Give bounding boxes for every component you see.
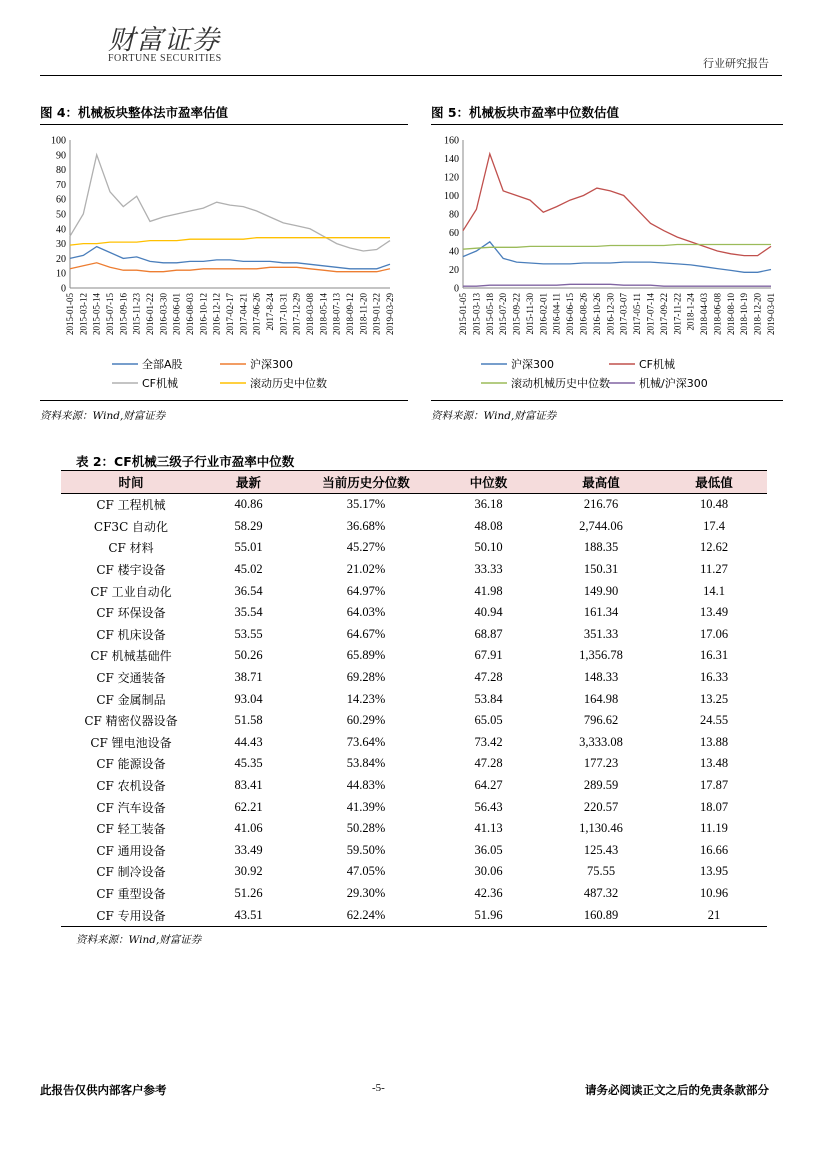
y-tick-label: 60 xyxy=(449,228,459,239)
row-label: CF 机械基础件 xyxy=(90,649,172,664)
cell-latest: 44.43 xyxy=(234,734,263,749)
cell-min: 13.49 xyxy=(699,605,729,620)
y-tick-label: 0 xyxy=(454,283,459,295)
table-row xyxy=(61,775,767,797)
series-line-0 xyxy=(463,242,771,272)
table-row xyxy=(61,624,767,646)
row-label: CF 通用设备 xyxy=(96,843,166,858)
cell-max: 1,130.46 xyxy=(579,821,623,836)
row-label: CF 材料 xyxy=(108,541,154,556)
legend-label: CF机械 xyxy=(142,377,179,390)
x-tick-label: 2018-10-19 xyxy=(739,293,750,335)
table-row xyxy=(61,818,767,840)
cell-max: 161.34 xyxy=(583,605,619,620)
cell-percentile: 21.02% xyxy=(346,562,386,577)
cell-percentile: 36.68% xyxy=(346,518,386,533)
figure5-source: 资料来源：Wind,财富证券 xyxy=(431,410,557,422)
x-tick-label: 2018-11-20 xyxy=(358,293,369,335)
cell-median: 53.84 xyxy=(474,691,503,706)
cell-latest: 38.71 xyxy=(234,670,263,685)
cell-min: 11.27 xyxy=(700,562,728,577)
table-row xyxy=(61,840,767,862)
cell-percentile: 62.24% xyxy=(296,904,436,926)
cell-min: 13.88 xyxy=(699,734,729,749)
figure5-title: 图 5：机械板块市盈率中位数估值 xyxy=(431,105,620,120)
table-row xyxy=(61,796,767,818)
cell-max: 289.59 xyxy=(583,778,619,793)
x-tick-label: 2015-03-12 xyxy=(78,293,89,335)
series-line-3 xyxy=(70,238,390,245)
y-tick-label: 40 xyxy=(56,224,66,236)
row-label: CF 农机设备 xyxy=(96,779,166,794)
x-tick-label: 2017-10-31 xyxy=(278,293,289,335)
cell-max: 150.31 xyxy=(583,562,619,577)
y-tick-label: 70 xyxy=(56,179,66,191)
cell-min: 13.95 xyxy=(699,864,729,879)
footer-disclaimer-right: 请务必阅读正文之后的免责条款部分 xyxy=(585,1083,769,1097)
page-number: -5- xyxy=(372,1082,385,1094)
cell-percentile: 50.28% xyxy=(346,821,386,836)
cell-min: 13.25 xyxy=(699,691,729,706)
row-label: CF 重型设备 xyxy=(96,886,166,901)
table-row xyxy=(61,883,767,905)
table-row xyxy=(61,645,767,667)
cell-min: 11.19 xyxy=(700,821,728,836)
x-tick-label: 2018-09-12 xyxy=(345,293,355,335)
col-header-time: 时间 xyxy=(61,471,201,494)
cell-latest: 33.49 xyxy=(234,842,263,857)
table-row xyxy=(61,861,767,883)
x-tick-label: 2016-06-15 xyxy=(565,293,576,335)
cell-min: 10.48 xyxy=(699,497,729,512)
x-tick-label: 2016-02-01 xyxy=(538,293,549,335)
col-header-percentile: 当前历史分位数 xyxy=(296,471,436,494)
x-tick-label: 2015-05-14 xyxy=(91,293,102,335)
cell-latest: 51.26 xyxy=(234,885,263,900)
table-row xyxy=(61,904,767,926)
x-tick-label: 2015-03-13 xyxy=(471,293,482,335)
cell-median: 47.28 xyxy=(474,756,503,771)
cell-median: 36.05 xyxy=(474,842,503,857)
cell-latest: 30.92 xyxy=(234,864,263,879)
x-tick-label: 2017-06-26 xyxy=(251,293,262,335)
cell-latest: 35.54 xyxy=(234,605,263,620)
cell-median: 48.08 xyxy=(474,518,503,533)
cell-max: 75.55 xyxy=(586,864,616,879)
series-line-2 xyxy=(70,155,390,251)
cell-max: 148.33 xyxy=(583,670,619,685)
x-tick-label: 2015-11-30 xyxy=(524,293,535,335)
cell-latest: 45.35 xyxy=(234,756,263,771)
x-tick-label: 2015-05-18 xyxy=(484,293,495,335)
cell-latest: 40.86 xyxy=(234,497,263,512)
cell-max: 160.89 xyxy=(541,904,661,926)
cell-max: 177.23 xyxy=(583,756,619,771)
x-tick-label: 2016-08-26 xyxy=(578,293,589,335)
cell-latest: 93.04 xyxy=(234,691,263,706)
cell-min: 16.33 xyxy=(699,670,729,685)
figure4-top-rule xyxy=(40,124,408,125)
x-tick-label: 2019-01-22 xyxy=(371,293,382,335)
cell-latest: 50.26 xyxy=(234,648,263,663)
cell-latest: 41.06 xyxy=(234,821,263,836)
table-row xyxy=(61,667,767,689)
x-tick-label: 2018-06-08 xyxy=(712,293,723,335)
series-line-3 xyxy=(463,284,771,286)
y-tick-label: 20 xyxy=(449,265,459,276)
x-tick-label: 2016-06-01 xyxy=(171,293,182,335)
x-tick-label: 2015-11-23 xyxy=(131,293,142,335)
cell-median: 41.13 xyxy=(474,821,503,836)
row-label: CF 精密仪器设备 xyxy=(84,714,178,729)
cell-median: 36.18 xyxy=(474,497,503,512)
table2 xyxy=(61,470,767,927)
cell-latest: 45.02 xyxy=(234,562,263,577)
cell-max: 1,356.78 xyxy=(579,648,623,663)
y-tick-label: 140 xyxy=(444,154,459,165)
figure4-title: 图 4：机械板块整体法市盈率估值 xyxy=(40,105,229,120)
x-tick-label: 2015-09-16 xyxy=(118,293,129,335)
cell-median: 50.10 xyxy=(474,540,503,555)
legend-label: 机械/沪深300 xyxy=(639,377,708,390)
report-type: 行业研究报告 xyxy=(703,57,769,70)
row-label: CF 交通装备 xyxy=(96,671,166,686)
cell-min: 13.48 xyxy=(699,756,729,771)
cell-percentile: 47.05% xyxy=(346,864,386,879)
row-label: CF 汽车设备 xyxy=(96,800,166,815)
cell-min: 17.06 xyxy=(699,626,729,641)
cell-percentile: 59.50% xyxy=(346,842,386,857)
cell-median: 33.33 xyxy=(474,562,503,577)
row-label: CF 能源设备 xyxy=(96,757,166,772)
row-label: CF 工业自动化 xyxy=(90,584,172,599)
figure4-chart xyxy=(40,128,408,398)
cell-median: 68.87 xyxy=(474,626,503,641)
row-label: CF 专用设备 xyxy=(61,904,201,926)
table-row xyxy=(61,494,767,516)
y-tick-label: 20 xyxy=(56,253,66,265)
cell-max: 796.62 xyxy=(583,713,619,728)
y-tick-label: 100 xyxy=(51,135,66,147)
cell-median: 40.94 xyxy=(474,605,503,620)
x-tick-label: 2017-04-21 xyxy=(238,293,249,335)
cell-percentile: 69.28% xyxy=(346,670,386,685)
y-tick-label: 0 xyxy=(61,283,66,295)
x-tick-label: 2018-08-10 xyxy=(725,293,736,335)
cell-median: 30.06 xyxy=(474,864,503,879)
x-tick-label: 2018-07-13 xyxy=(331,293,342,335)
x-tick-label: 2017-8-24 xyxy=(265,293,275,331)
x-tick-label: 2017-12-29 xyxy=(291,293,302,335)
x-tick-label: 2016-12-30 xyxy=(605,293,616,335)
cell-min: 21 xyxy=(661,904,767,926)
y-tick-label: 80 xyxy=(449,209,459,221)
cell-min: 17.4 xyxy=(703,518,725,533)
cell-max: 487.32 xyxy=(583,885,619,900)
x-tick-label: 2016-08-03 xyxy=(185,293,195,335)
row-label: CF 轻工装备 xyxy=(96,822,166,837)
cell-latest: 58.29 xyxy=(234,518,263,533)
row-label: CF 锂电池设备 xyxy=(90,735,172,750)
cell-min: 18.07 xyxy=(699,799,729,814)
y-tick-label: 60 xyxy=(56,194,66,206)
col-header-median: 中位数 xyxy=(436,471,541,494)
cell-max: 125.43 xyxy=(583,842,619,857)
figure4-bottom-rule xyxy=(40,400,408,401)
legend-label: 滚动历史中位数 xyxy=(250,377,327,390)
cell-percentile: 64.67% xyxy=(346,626,386,641)
x-tick-label: 2018-03-08 xyxy=(305,293,315,335)
cell-latest: 43.51 xyxy=(201,904,296,926)
y-tick-label: 80 xyxy=(56,165,66,177)
cell-max: 220.57 xyxy=(583,799,619,814)
cell-min: 10.96 xyxy=(699,885,729,900)
table-row xyxy=(61,580,767,602)
table-header-row xyxy=(61,471,767,494)
cell-median: 56.43 xyxy=(474,799,503,814)
col-header-min: 最低值 xyxy=(661,471,767,494)
legend-label: CF机械 xyxy=(639,358,676,371)
x-tick-label: 2016-03-30 xyxy=(158,293,169,335)
x-tick-label: 2018-12-20 xyxy=(752,293,763,335)
cell-percentile: 53.84% xyxy=(346,756,386,771)
series-line-0 xyxy=(70,247,390,269)
x-tick-label: 2017-03-07 xyxy=(618,293,629,335)
table-row xyxy=(61,537,767,559)
cell-max: 351.33 xyxy=(583,626,619,641)
y-tick-label: 160 xyxy=(444,135,459,147)
x-tick-label: 2018-04-03 xyxy=(699,293,710,335)
figure5-bottom-rule xyxy=(431,400,783,401)
x-tick-label: 2018-1-24 xyxy=(685,293,696,331)
logo-text-cn: 财富证券 xyxy=(108,25,220,56)
x-tick-label: 2015-09-22 xyxy=(511,293,522,335)
legend-label: 滚动机械历史中位数 xyxy=(511,377,610,390)
table-row xyxy=(61,732,767,754)
cell-percentile: 41.39% xyxy=(346,799,386,814)
table-row xyxy=(61,602,767,624)
y-tick-label: 100 xyxy=(444,191,459,202)
cell-percentile: 73.64% xyxy=(346,734,386,749)
table-row xyxy=(61,710,767,732)
cell-percentile: 64.97% xyxy=(346,583,386,598)
x-tick-label: 2016-04-11 xyxy=(551,293,562,335)
table2-source: 资料来源：Wind,财富证券 xyxy=(76,934,202,946)
cell-median: 67.91 xyxy=(474,648,503,663)
table-row xyxy=(61,688,767,710)
cell-min: 14.1 xyxy=(703,583,725,598)
cell-percentile: 44.83% xyxy=(346,778,386,793)
col-header-latest: 最新 xyxy=(201,471,296,494)
cell-percentile: 65.89% xyxy=(346,648,386,663)
x-tick-label: 2016-01-22 xyxy=(145,293,155,335)
x-tick-label: 2019-03-29 xyxy=(385,293,395,335)
figure5-chart xyxy=(431,128,783,398)
cell-min: 12.62 xyxy=(699,540,729,555)
table-row xyxy=(61,516,767,538)
cell-min: 16.66 xyxy=(699,842,729,857)
row-label: CF 制冷设备 xyxy=(96,865,166,880)
cell-latest: 55.01 xyxy=(234,540,263,555)
x-tick-label: 2015-01-05 xyxy=(65,293,75,335)
cell-median: 65.05 xyxy=(474,713,503,728)
cell-median: 47.28 xyxy=(474,670,503,685)
cell-max: 164.98 xyxy=(583,691,619,706)
legend-label: 沪深300 xyxy=(250,358,293,371)
x-tick-label: 2018-05-14 xyxy=(318,293,329,335)
x-tick-label: 2016-12-12 xyxy=(211,293,222,335)
legend-label: 全部A股 xyxy=(142,358,183,371)
x-tick-label: 2019-03-01 xyxy=(766,293,776,335)
cell-percentile: 60.29% xyxy=(346,713,386,728)
series-line-1 xyxy=(463,154,771,256)
cell-latest: 51.58 xyxy=(234,713,263,728)
table2-title: 表 2：CF机械三级子行业市盈率中位数 xyxy=(76,454,295,469)
footer-disclaimer-left: 此报告仅供内部客户参考 xyxy=(40,1083,167,1097)
header-divider xyxy=(40,75,782,76)
cell-median: 73.42 xyxy=(474,734,503,749)
logo-text-en: FORTUNE SECURITIES xyxy=(108,53,222,64)
y-tick-label: 30 xyxy=(56,239,66,251)
y-tick-label: 10 xyxy=(56,268,66,280)
x-tick-label: 2015-07-15 xyxy=(105,293,115,335)
x-tick-label: 2017-07-14 xyxy=(645,293,656,335)
x-tick-label: 2016-10-12 xyxy=(198,293,209,335)
x-tick-label: 2015-01-05 xyxy=(458,293,468,335)
cell-percentile: 29.30% xyxy=(346,885,386,900)
cell-latest: 62.21 xyxy=(234,799,263,814)
figure4-source: 资料来源：Wind,财富证券 xyxy=(40,410,166,422)
row-label: CF 金属制品 xyxy=(96,692,166,707)
cell-max: 2,744.06 xyxy=(579,518,623,533)
x-tick-label: 2017-11-22 xyxy=(672,293,683,335)
x-tick-label: 2017-09-22 xyxy=(658,293,669,335)
row-label: CF3C 自动化 xyxy=(93,519,169,534)
table-row xyxy=(61,559,767,581)
cell-median: 51.96 xyxy=(436,904,541,926)
cell-median: 41.98 xyxy=(474,583,503,598)
x-tick-label: 2017-02-17 xyxy=(225,293,235,335)
cell-median: 64.27 xyxy=(474,778,503,793)
cell-max: 3,333.08 xyxy=(579,734,623,749)
x-tick-label: 2015-07-20 xyxy=(498,293,509,335)
cell-min: 24.55 xyxy=(699,713,729,728)
cell-min: 17.87 xyxy=(699,778,729,793)
cell-min: 16.31 xyxy=(699,648,729,663)
cell-latest: 83.41 xyxy=(234,778,263,793)
row-label: CF 环保设备 xyxy=(96,606,166,621)
cell-max: 216.76 xyxy=(583,497,619,512)
figure5-top-rule xyxy=(431,124,783,125)
y-tick-label: 90 xyxy=(56,150,66,162)
y-tick-label: 40 xyxy=(449,246,459,258)
cell-percentile: 45.27% xyxy=(346,540,386,555)
legend-label: 沪深300 xyxy=(511,358,554,371)
cell-percentile: 64.03% xyxy=(346,605,386,620)
cell-median: 42.36 xyxy=(474,885,503,900)
row-label: CF 楼宇设备 xyxy=(96,563,166,578)
series-line-2 xyxy=(463,245,771,250)
row-label: CF 工程机械 xyxy=(96,498,166,513)
cell-max: 149.90 xyxy=(583,583,619,598)
cell-latest: 53.55 xyxy=(234,626,263,641)
y-tick-label: 50 xyxy=(56,209,66,221)
cell-latest: 36.54 xyxy=(234,583,263,598)
row-label: CF 机床设备 xyxy=(96,627,166,642)
x-tick-label: 2016-10-26 xyxy=(591,293,602,335)
y-tick-label: 120 xyxy=(444,172,459,184)
x-tick-label: 2017-05-11 xyxy=(632,293,643,335)
cell-percentile: 35.17% xyxy=(346,497,386,512)
cell-max: 188.35 xyxy=(583,540,619,555)
col-header-max: 最高值 xyxy=(541,471,661,494)
cell-percentile: 14.23% xyxy=(346,691,386,706)
table-row xyxy=(61,753,767,775)
